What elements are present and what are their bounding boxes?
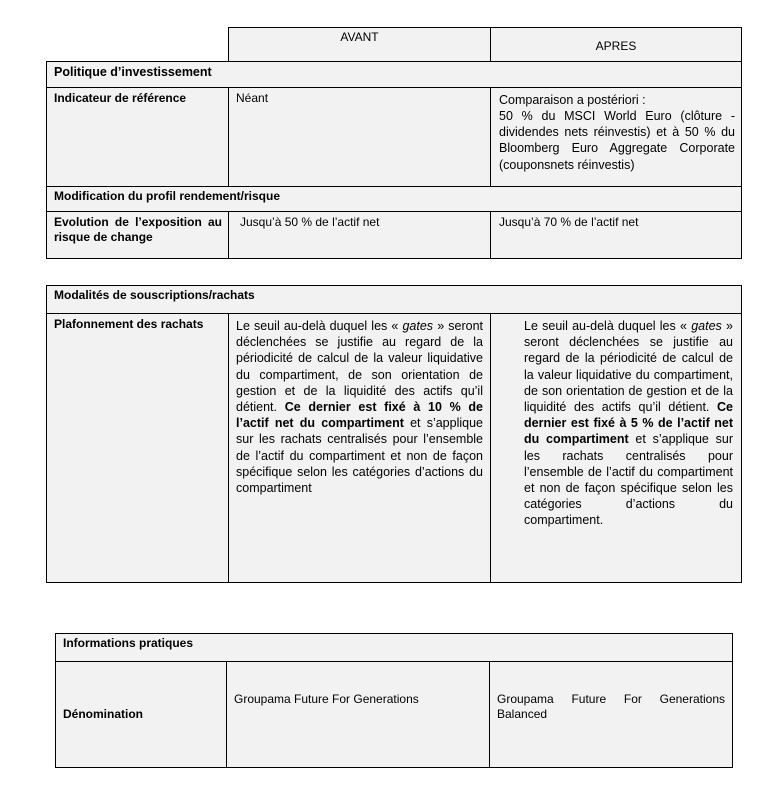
avant-gates-term: gates — [402, 319, 434, 333]
denomination-apres: Groupama Future For Generations Balanced — [497, 692, 725, 721]
plafonnement-apres-text — [524, 318, 733, 529]
indicateur-apres-intro: Comparaison a postériori : — [499, 93, 646, 107]
plafonnement-avant-text — [236, 318, 483, 496]
avant-text-part3: et s’applique sur les rachats centralisés pour l’ensemble de l’actif du compartiment et non de façon spécifique selon les catégories d’actions du compartiment — [236, 416, 483, 496]
section-politique-title: Politique d’investissement — [54, 65, 212, 79]
denomination-label: Dénomination — [63, 707, 143, 721]
indicateur-avant: Néant — [236, 91, 269, 105]
plafonnement-label-cell — [46, 313, 229, 583]
denomination-avant-cell — [226, 661, 490, 768]
denomination-avant: Groupama Future For Generations — [234, 692, 419, 706]
section-modalites-title: Modalités de souscriptions/rachats — [54, 288, 255, 302]
section-informations-title: Informations pratiques — [63, 636, 194, 650]
apres-text-part3: et s’applique sur les rachats centralisés pour l’ensemble de l’actif du compartiment et non de façon spécifique selon les catégories d’actions du compartiment. — [524, 432, 733, 528]
section-profil-title: Modification du profil rendement/risque — [54, 189, 281, 203]
avant-text-part2: » seront déclenchées se justifie au regard de la périodicité de calcul de la valeur liquidative du compartiment, de son orientation de gestion et de la liquidité des actifs qu’il détient. — [236, 319, 483, 415]
exposition-label: Evolution de l’exposition au risque de change — [54, 215, 222, 244]
apres-text-part1: Le seuil au-delà duquel les « — [524, 319, 687, 333]
apres-text-part2: » seront déclenchées se justifie au regard de la périodicité de calcul de la valeur liquidative du compartiment, de son orientation de gestion et de la liquidité des actifs qu’il détient. — [524, 319, 733, 415]
plafonnement-label: Plafonnement des rachats — [54, 317, 204, 331]
indicateur-apres-body: 50 % du MSCI World Euro (clôture - dividendes nets réinvestis) et à 50 % du Bloomberg Euro Aggregate Corporate (couponsnets réinvestis) — [499, 109, 735, 172]
header-avant: AVANT — [340, 30, 379, 44]
avant-threshold-bold: Ce dernier est fixé à 10 % de l’actif net du compartiment — [236, 400, 483, 431]
indicateur-label: Indicateur de référence — [54, 91, 187, 105]
exposition-avant: Jusqu’à 50 % de l’actif net — [240, 215, 380, 229]
avant-text-part1: Le seuil au-delà duquel les « — [236, 319, 399, 333]
exposition-apres: Jusqu’à 70 % de l’actif net — [499, 215, 639, 229]
header-apres: APRES — [595, 39, 637, 53]
apres-gates-term: gates — [691, 319, 722, 333]
apres-threshold-bold: Ce dernier est fixé à 5 % de l’actif net du compartiment — [524, 400, 733, 447]
